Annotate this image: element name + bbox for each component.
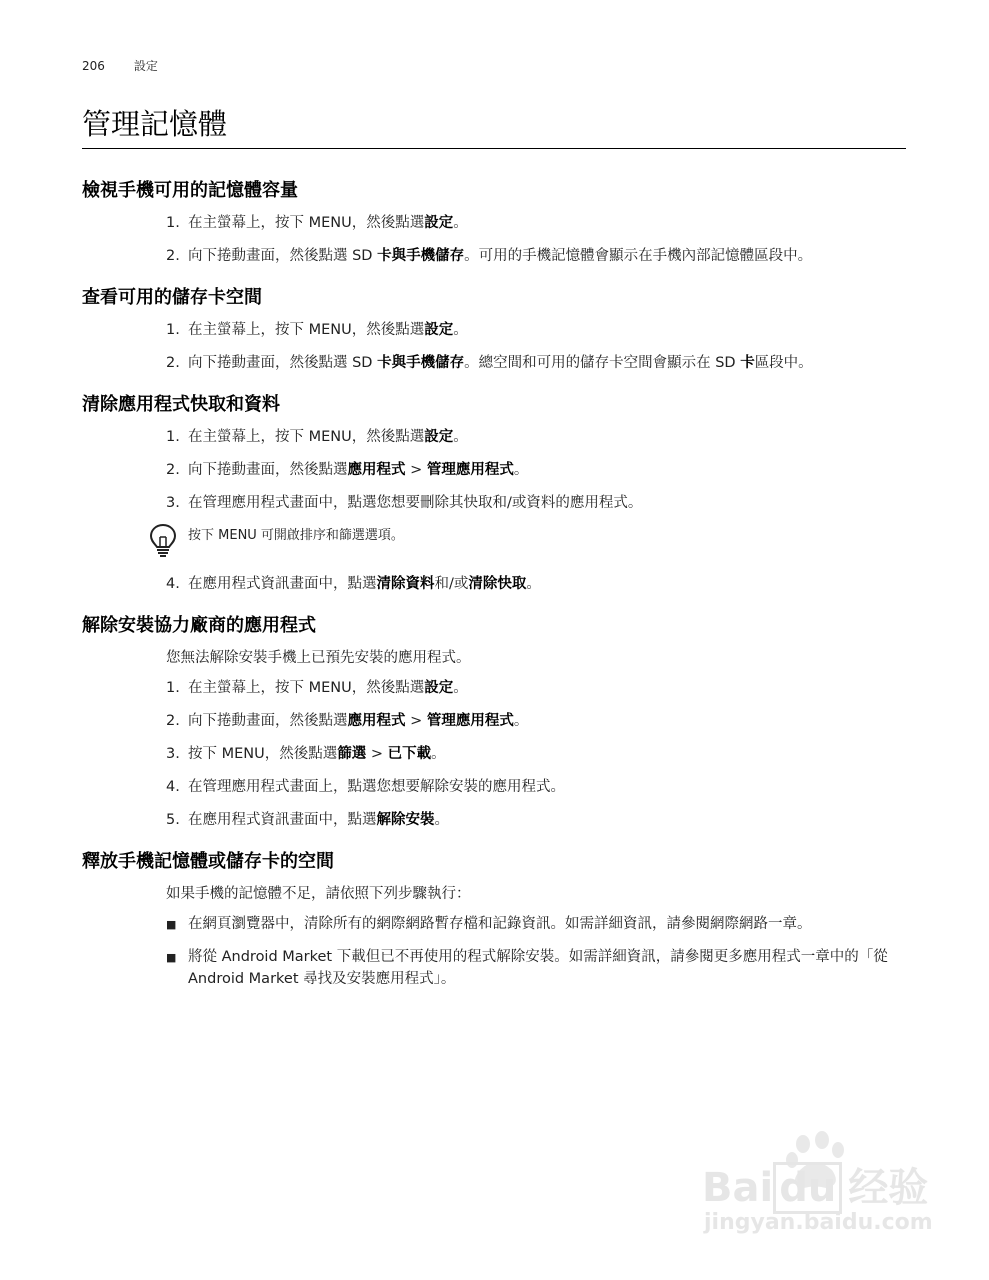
section-heading: 查看可用的儲存卡空間 [82, 287, 262, 308]
step-text: 。 [453, 322, 468, 338]
step-item [166, 710, 908, 732]
section-heading: 解除安裝協力廠商的應用程式 [82, 615, 316, 636]
step-text: > [405, 713, 427, 729]
step-item [166, 212, 908, 234]
step-text: 向下捲動畫面，然後點選 [188, 713, 348, 729]
step-number: 2. [166, 248, 180, 264]
watermark-cn: 经验 [848, 1165, 929, 1211]
ui-term: 設定 [424, 429, 454, 445]
section-heading: 檢視手機可用的記憶體容量 [82, 180, 298, 201]
step-text: 在主螢幕上，按下 MENU，然後點選 [188, 429, 425, 445]
bullet-item [166, 946, 908, 990]
page-header [82, 57, 158, 74]
step-item [166, 573, 908, 595]
baidu-watermark [700, 1130, 940, 1240]
bullet-item [166, 913, 908, 935]
step-number: 4. [166, 576, 180, 592]
step-number: 4. [166, 779, 180, 795]
step-text: > [405, 462, 427, 478]
step-item [166, 743, 908, 765]
watermark-url: jingyan.baidu.com [704, 1210, 933, 1235]
step-text: 在管理應用程式畫面中，點選您想要刪除其快取和/或資料的應用程式。 [188, 495, 643, 511]
watermark-brand-2: du [773, 1162, 842, 1214]
step-text: 。 [453, 215, 468, 231]
ui-term: 卡 [740, 355, 755, 371]
step-text: 。總空間和可用的儲存卡空間會顯示在 SD [464, 355, 741, 371]
step-text: 。可用的手機記憶體會顯示在手機內部記憶體區段中。 [464, 248, 813, 264]
bullet-marker: ■ [166, 918, 177, 931]
ui-term: 卡與手機儲存 [377, 248, 465, 264]
step-text: 。 [526, 576, 541, 592]
step-item [166, 426, 908, 448]
page-title: 管理記憶體 [82, 104, 906, 149]
step-number: 1. [166, 322, 180, 338]
ui-term: 管理應用程式 [426, 713, 514, 729]
section-intro: 如果手機的記憶體不足，請依照下列步驟執行： [166, 886, 471, 902]
ui-term: 應用程式 [347, 462, 406, 478]
chapter-name: 設定 [133, 59, 158, 73]
step-text: 在應用程式資訊畫面中，點選 [188, 576, 377, 592]
step-number: 2. [166, 713, 180, 729]
step-item [166, 492, 908, 514]
step-item [166, 776, 908, 798]
watermark-brand: Bai [702, 1165, 774, 1211]
step-text: 。 [453, 429, 468, 445]
step-number: 1. [166, 680, 180, 696]
step-text: 在主螢幕上，按下 MENU，然後點選 [188, 680, 425, 696]
step-item [166, 459, 908, 481]
step-text: 。 [513, 713, 529, 729]
section [82, 178, 908, 267]
tip-note [148, 525, 908, 561]
step-number: 2. [166, 355, 180, 371]
ui-term: 解除安裝 [376, 812, 435, 828]
section [82, 849, 908, 990]
page-number: 206 [82, 59, 105, 73]
step-text: 將從 Android Market 下載但已不再使用的程式解除安裝。如需詳細資訊，請參閱更多應用程式一章中的「從 Android Market 尋找及安裝應用程式」。 [188, 949, 888, 987]
section-intro: 您無法解除安裝手機上已預先安裝的應用程式。 [166, 650, 471, 666]
step-item [166, 245, 908, 267]
step-text: 。 [513, 462, 529, 478]
section [82, 285, 908, 374]
step-number: 5. [166, 812, 180, 828]
section [82, 392, 908, 595]
ui-term: 設定 [424, 680, 454, 696]
step-number: 3. [166, 746, 180, 762]
ui-term: 設定 [424, 215, 454, 231]
ui-term: 應用程式 [347, 713, 406, 729]
step-number: 2. [166, 462, 180, 478]
step-number: 1. [166, 429, 180, 445]
ui-term: 清除資料 [376, 576, 435, 592]
step-text: 向下捲動畫面，然後點選 [188, 462, 348, 478]
ui-term: 設定 [424, 322, 454, 338]
step-text: 。 [431, 746, 446, 762]
step-text: 向下捲動畫面，然後點選 SD [188, 355, 378, 371]
step-text: 在主螢幕上，按下 MENU，然後點選 [188, 322, 425, 338]
ui-term: 卡與手機儲存 [377, 355, 465, 371]
step-text: 向下捲動畫面，然後點選 SD [188, 248, 378, 264]
section [82, 613, 908, 831]
section-heading: 釋放手機記憶體或儲存卡的空間 [82, 851, 334, 872]
step-number: 1. [166, 215, 180, 231]
document-body [82, 178, 908, 1008]
step-text: 按下 MENU，然後點選 [188, 746, 338, 762]
step-item [166, 809, 908, 831]
step-text: 和/或 [434, 576, 469, 592]
step-text: > [366, 746, 388, 762]
ui-term: 篩選 [337, 746, 367, 762]
ui-term: 管理應用程式 [426, 462, 514, 478]
bullet-marker: ■ [166, 951, 177, 964]
step-item [166, 352, 908, 374]
ui-term: 清除快取 [468, 576, 527, 592]
step-text: 在應用程式資訊畫面中，點選 [188, 812, 377, 828]
step-text: 區段中。 [754, 355, 813, 371]
step-text: 在管理應用程式畫面上，點選您想要解除安裝的應用程式。 [188, 779, 565, 795]
step-item [166, 319, 908, 341]
step-text: 。 [434, 812, 449, 828]
ui-term: 已下載 [387, 746, 432, 762]
step-text: 在網頁瀏覽器中，清除所有的網際網路暫存檔和記錄資訊。如需詳細資訊，請參閱網際網路一章。 [188, 916, 812, 932]
tip-text: 按下 MENU 可開啟排序和篩選選項。 [188, 528, 404, 543]
section-heading: 清除應用程式快取和資料 [82, 394, 280, 415]
step-number: 3. [166, 495, 180, 511]
step-text: 在主螢幕上，按下 MENU，然後點選 [188, 215, 425, 231]
lightbulb-icon [148, 523, 178, 559]
step-text: 。 [453, 680, 468, 696]
step-item [166, 677, 908, 699]
